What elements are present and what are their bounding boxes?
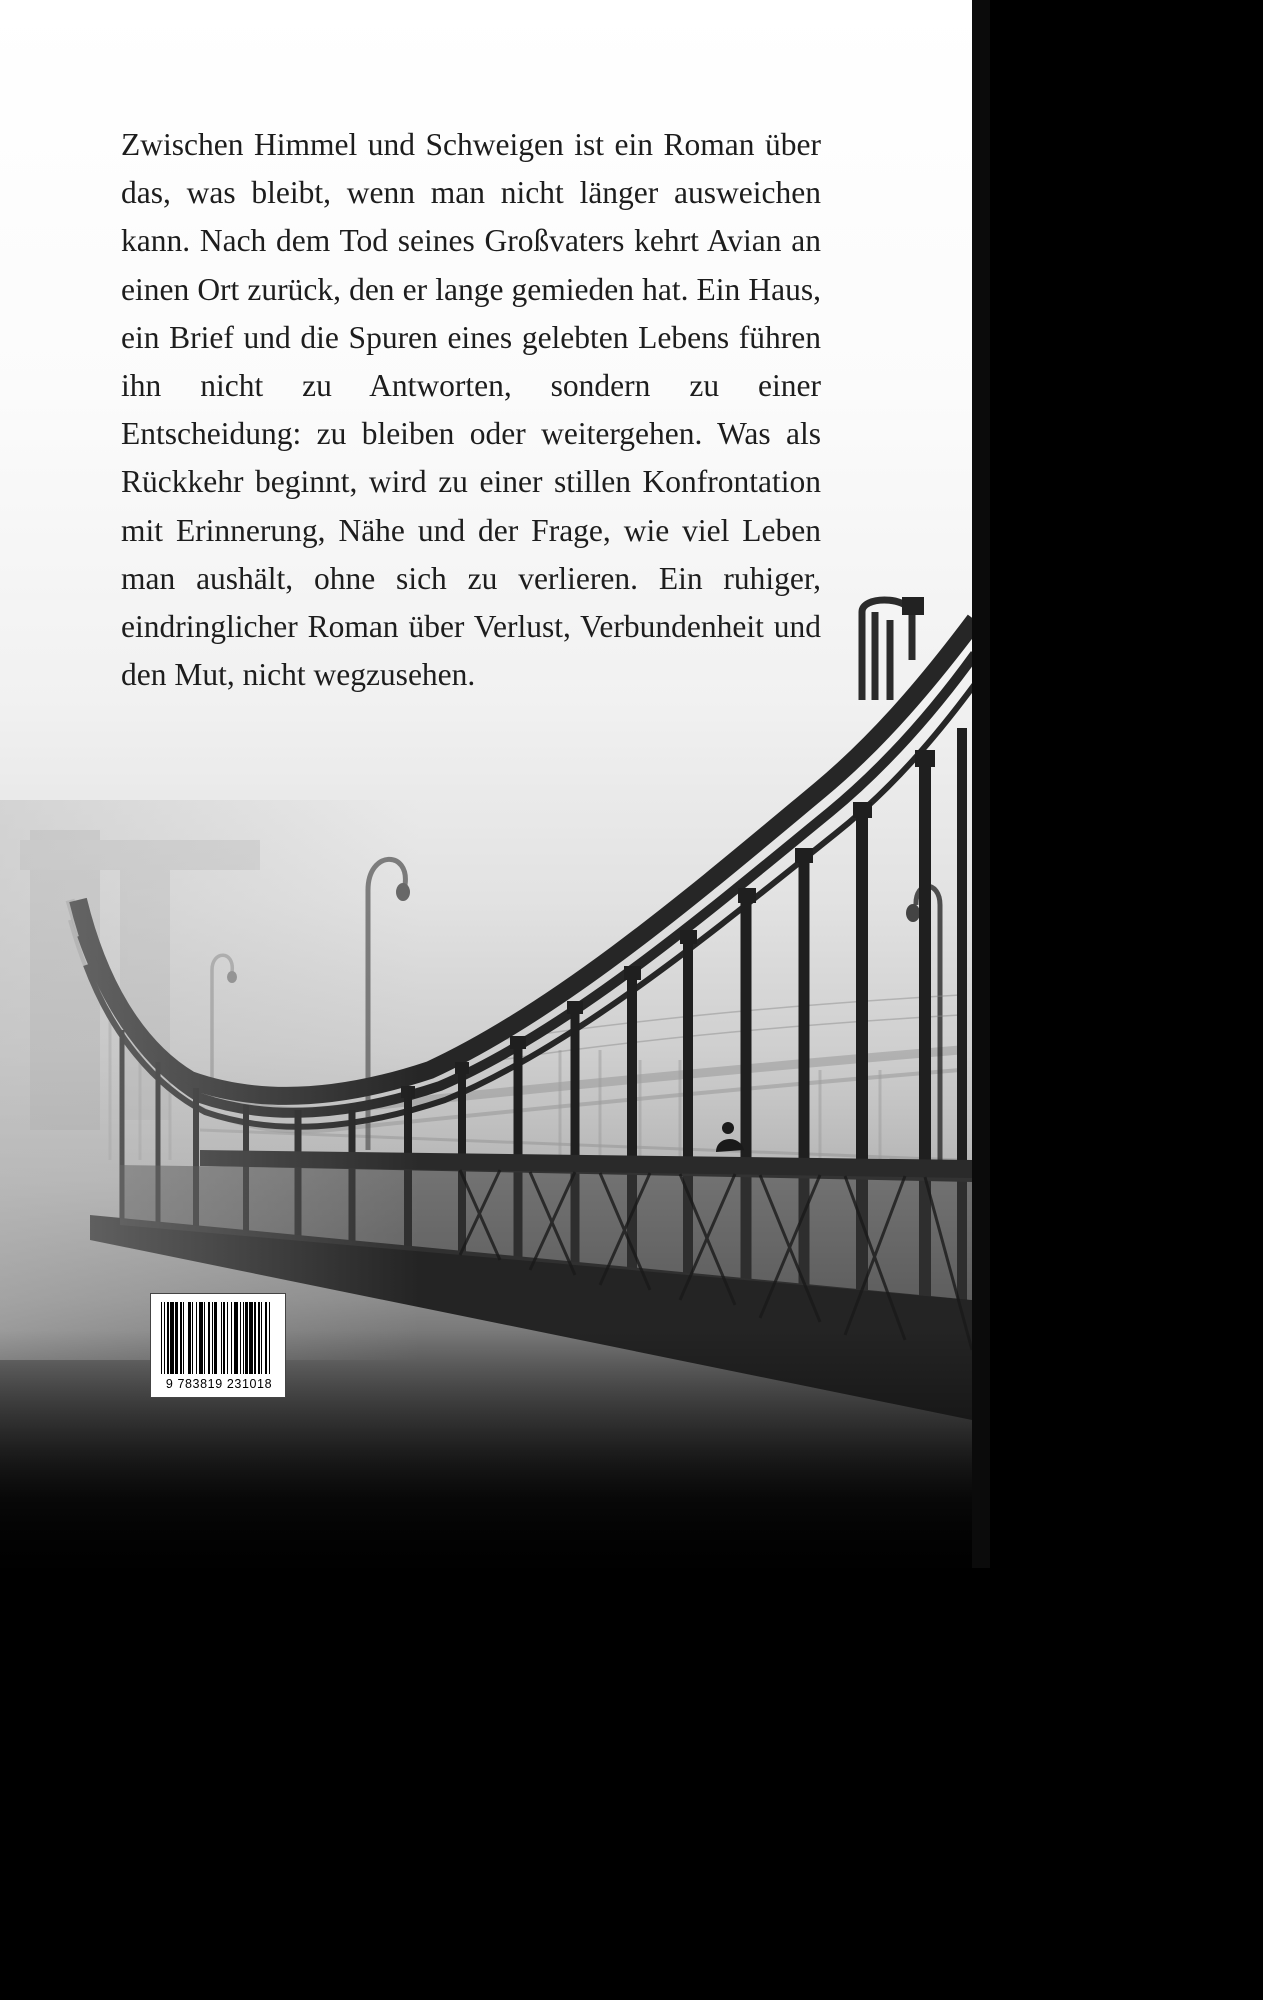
barcode-gap	[270, 1302, 271, 1374]
barcode-bars	[161, 1302, 276, 1374]
cover-edge-strip	[972, 0, 990, 1568]
back-cover-blurb: Zwischen Himmel und Schweigen ist ein Roman über das, was bleibt, wenn man nicht länger ausweichen kann. Nach dem Tod seines Großvaters kehrt Avian an einen Ort zurück, den er lange gemieden hat. Ein Haus, ein Brief und die Spuren eines gelebten Lebens führen ihn nicht zu Antworten, sondern zu einer Entscheidung: zu bleiben oder weitergehen. Was als Rückkehr beginnt, wird zu einer stillen Konfrontation mit Erinnerung, Nähe und der Frage, wie viel Leben man aushält, ohne sich zu verlieren. Ein ruhiger, eindringlicher Roman über Verlust, Verbundenheit und den Mut, nicht wegzusehen.	[121, 127, 821, 693]
barcode-number: 9 783819 231018	[165, 1377, 273, 1391]
isbn-barcode	[150, 1293, 286, 1398]
fog-veil	[0, 800, 420, 1360]
pedestrian-figure	[716, 1122, 744, 1152]
ground-shadow	[0, 1330, 972, 1568]
